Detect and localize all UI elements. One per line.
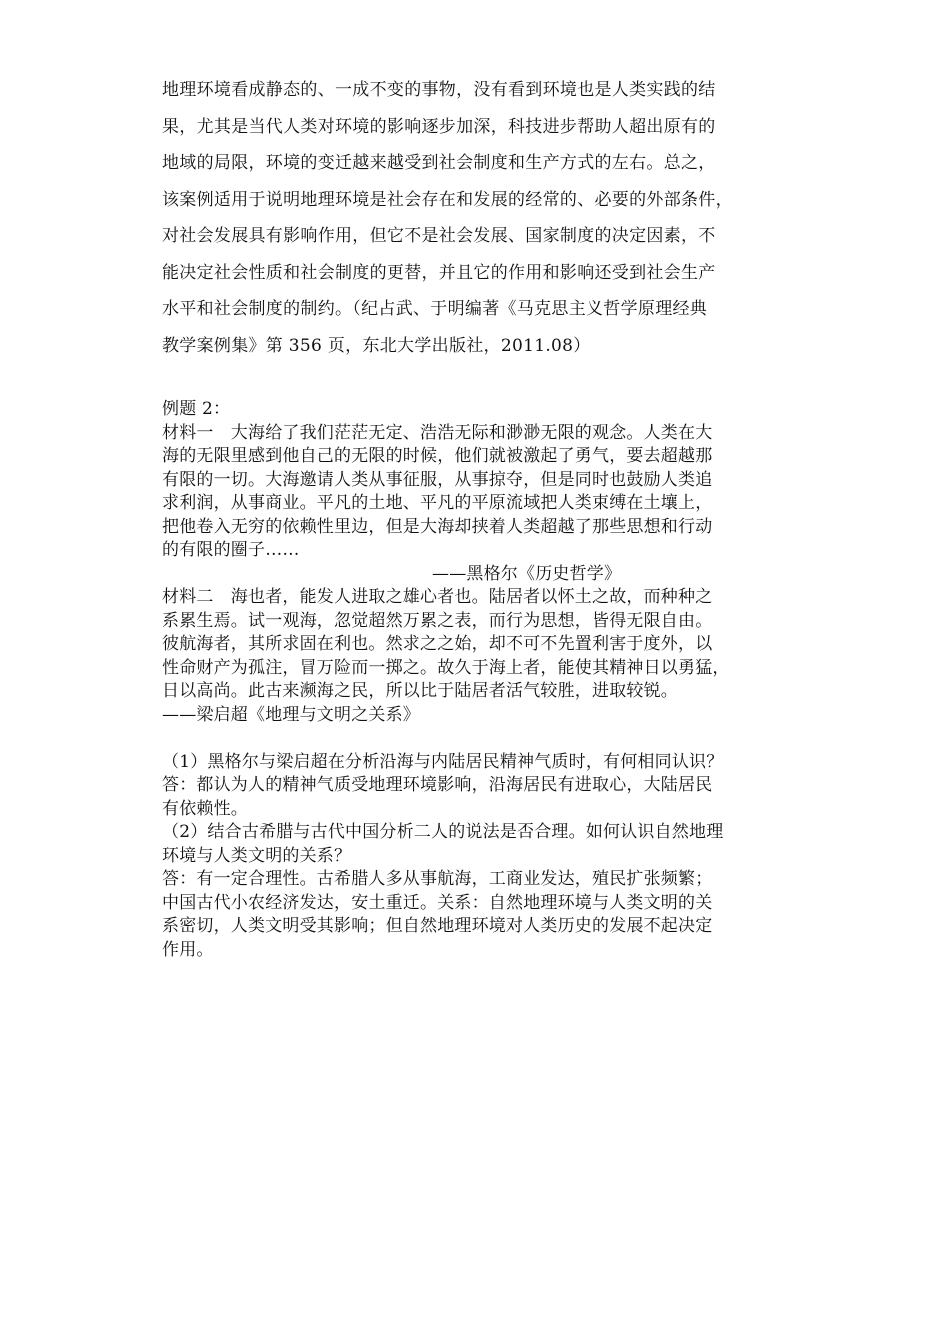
intro-paragraph xyxy=(162,72,802,364)
intro-line: 该案例适用于说明地理环境是社会存在和发展的经常的、必要的外部条件， xyxy=(162,189,733,210)
material2-line: 材料二 海也者，能发人进取之雄心者也。陆居者以怀土之故，而种种之 xyxy=(162,587,713,607)
material1-source: ——黑格尔《历史哲学》 xyxy=(432,563,622,584)
material1-line: 有限的一切。大海邀请人类从事征服，从事掠夺，但是同时也鼓励人类追 xyxy=(162,469,713,490)
intro-line: 对社会发展具有影响作用，但它不是社会发展、国家制度的决定因素，不 xyxy=(162,226,716,246)
material2-source: ——梁启超《地理与文明之关系》 xyxy=(162,704,420,725)
material1-line: 求利润，从事商业。平凡的土地、平凡的平原流域把人类束缚在土壤上， xyxy=(162,493,713,513)
intro-line: 地域的局限，环境的变迁越来越受到社会制度和生产方式的左右。总之， xyxy=(162,153,716,173)
intro-line: 地理环境看成静态的、一成不变的事物，没有看到环境也是人类实践的结 xyxy=(162,80,716,100)
question-1: （1）黑格尔与梁启超在分析沿海与内陆居民精神气质时，有何相同认识？ xyxy=(162,751,724,772)
intro-line: 教学案例集》第 356 页，东北大学出版社，2011.08） xyxy=(162,335,591,356)
answer-1-line: 有依赖性。 xyxy=(162,798,248,819)
answer-2-line: 答：有一定合理性。古希腊人多从事航海，工商业发达，殖民扩张频繁； xyxy=(162,869,713,889)
example-section xyxy=(162,398,802,962)
intro-line: 能决定社会性质和社会制度的更替，并且它的作用和影响还受到社会生产 xyxy=(162,262,716,283)
question-2-line: （2）结合古希腊与古代中国分析二人的说法是否合理。如何认识自然地理 xyxy=(162,822,724,842)
intro-line: 果，尤其是当代人类对环境的影响逐步加深，科技进步帮助人超出原有的 xyxy=(162,116,716,137)
question-2-line: 环境与人类文明的关系？ xyxy=(162,845,352,866)
material1-line: 把他卷入无穷的依赖性里边，但是大海却挟着人类超越了那些思想和行动 xyxy=(162,516,713,537)
material2-line: 系累生焉。试一观海，忽觉超然万累之表，而行为思想，皆得无限自由。 xyxy=(162,610,713,631)
material1-line: 材料一 大海给了我们茫茫无定、浩浩无际和渺渺无限的观念。人类在大 xyxy=(162,422,713,443)
answer-2-line: 系密切，人类文明受其影响；但自然地理环境对人类历史的发展不起决定 xyxy=(162,916,713,936)
blank-line xyxy=(162,727,802,751)
intro-line: 水平和社会制度的制约。（纪占武、于明编著《马克思主义哲学原理经典 xyxy=(162,299,708,319)
material2-line: 日以高尚。此古来濒海之民，所以比于陆居者活气较胜，进取较锐。 xyxy=(162,681,678,701)
material2-line: 彼航海者，其所求固在利也。然求之之始，却不可不先置利害于度外，以 xyxy=(162,634,713,654)
answer-1-line: 答：都认为人的精神气质受地理环境影响，沿海居民有进取心，大陆居民 xyxy=(162,775,713,795)
material1-line: 海的无限里感到他自己的无限的时候，他们就被激起了勇气，要去超越那 xyxy=(162,446,713,466)
material1-line: 的有限的圈子…… xyxy=(162,540,300,560)
material2-line: 性命财产为孤注，冒万险而一掷之。故久于海上者，能使其精神日以勇猛， xyxy=(162,657,730,678)
answer-2-line: 中国古代小农经济发达，安土重迁。关系：自然地理环境与人类文明的关 xyxy=(162,892,713,913)
answer-2-line: 作用。 xyxy=(162,939,214,960)
example-heading: 例题 2： xyxy=(162,399,231,419)
